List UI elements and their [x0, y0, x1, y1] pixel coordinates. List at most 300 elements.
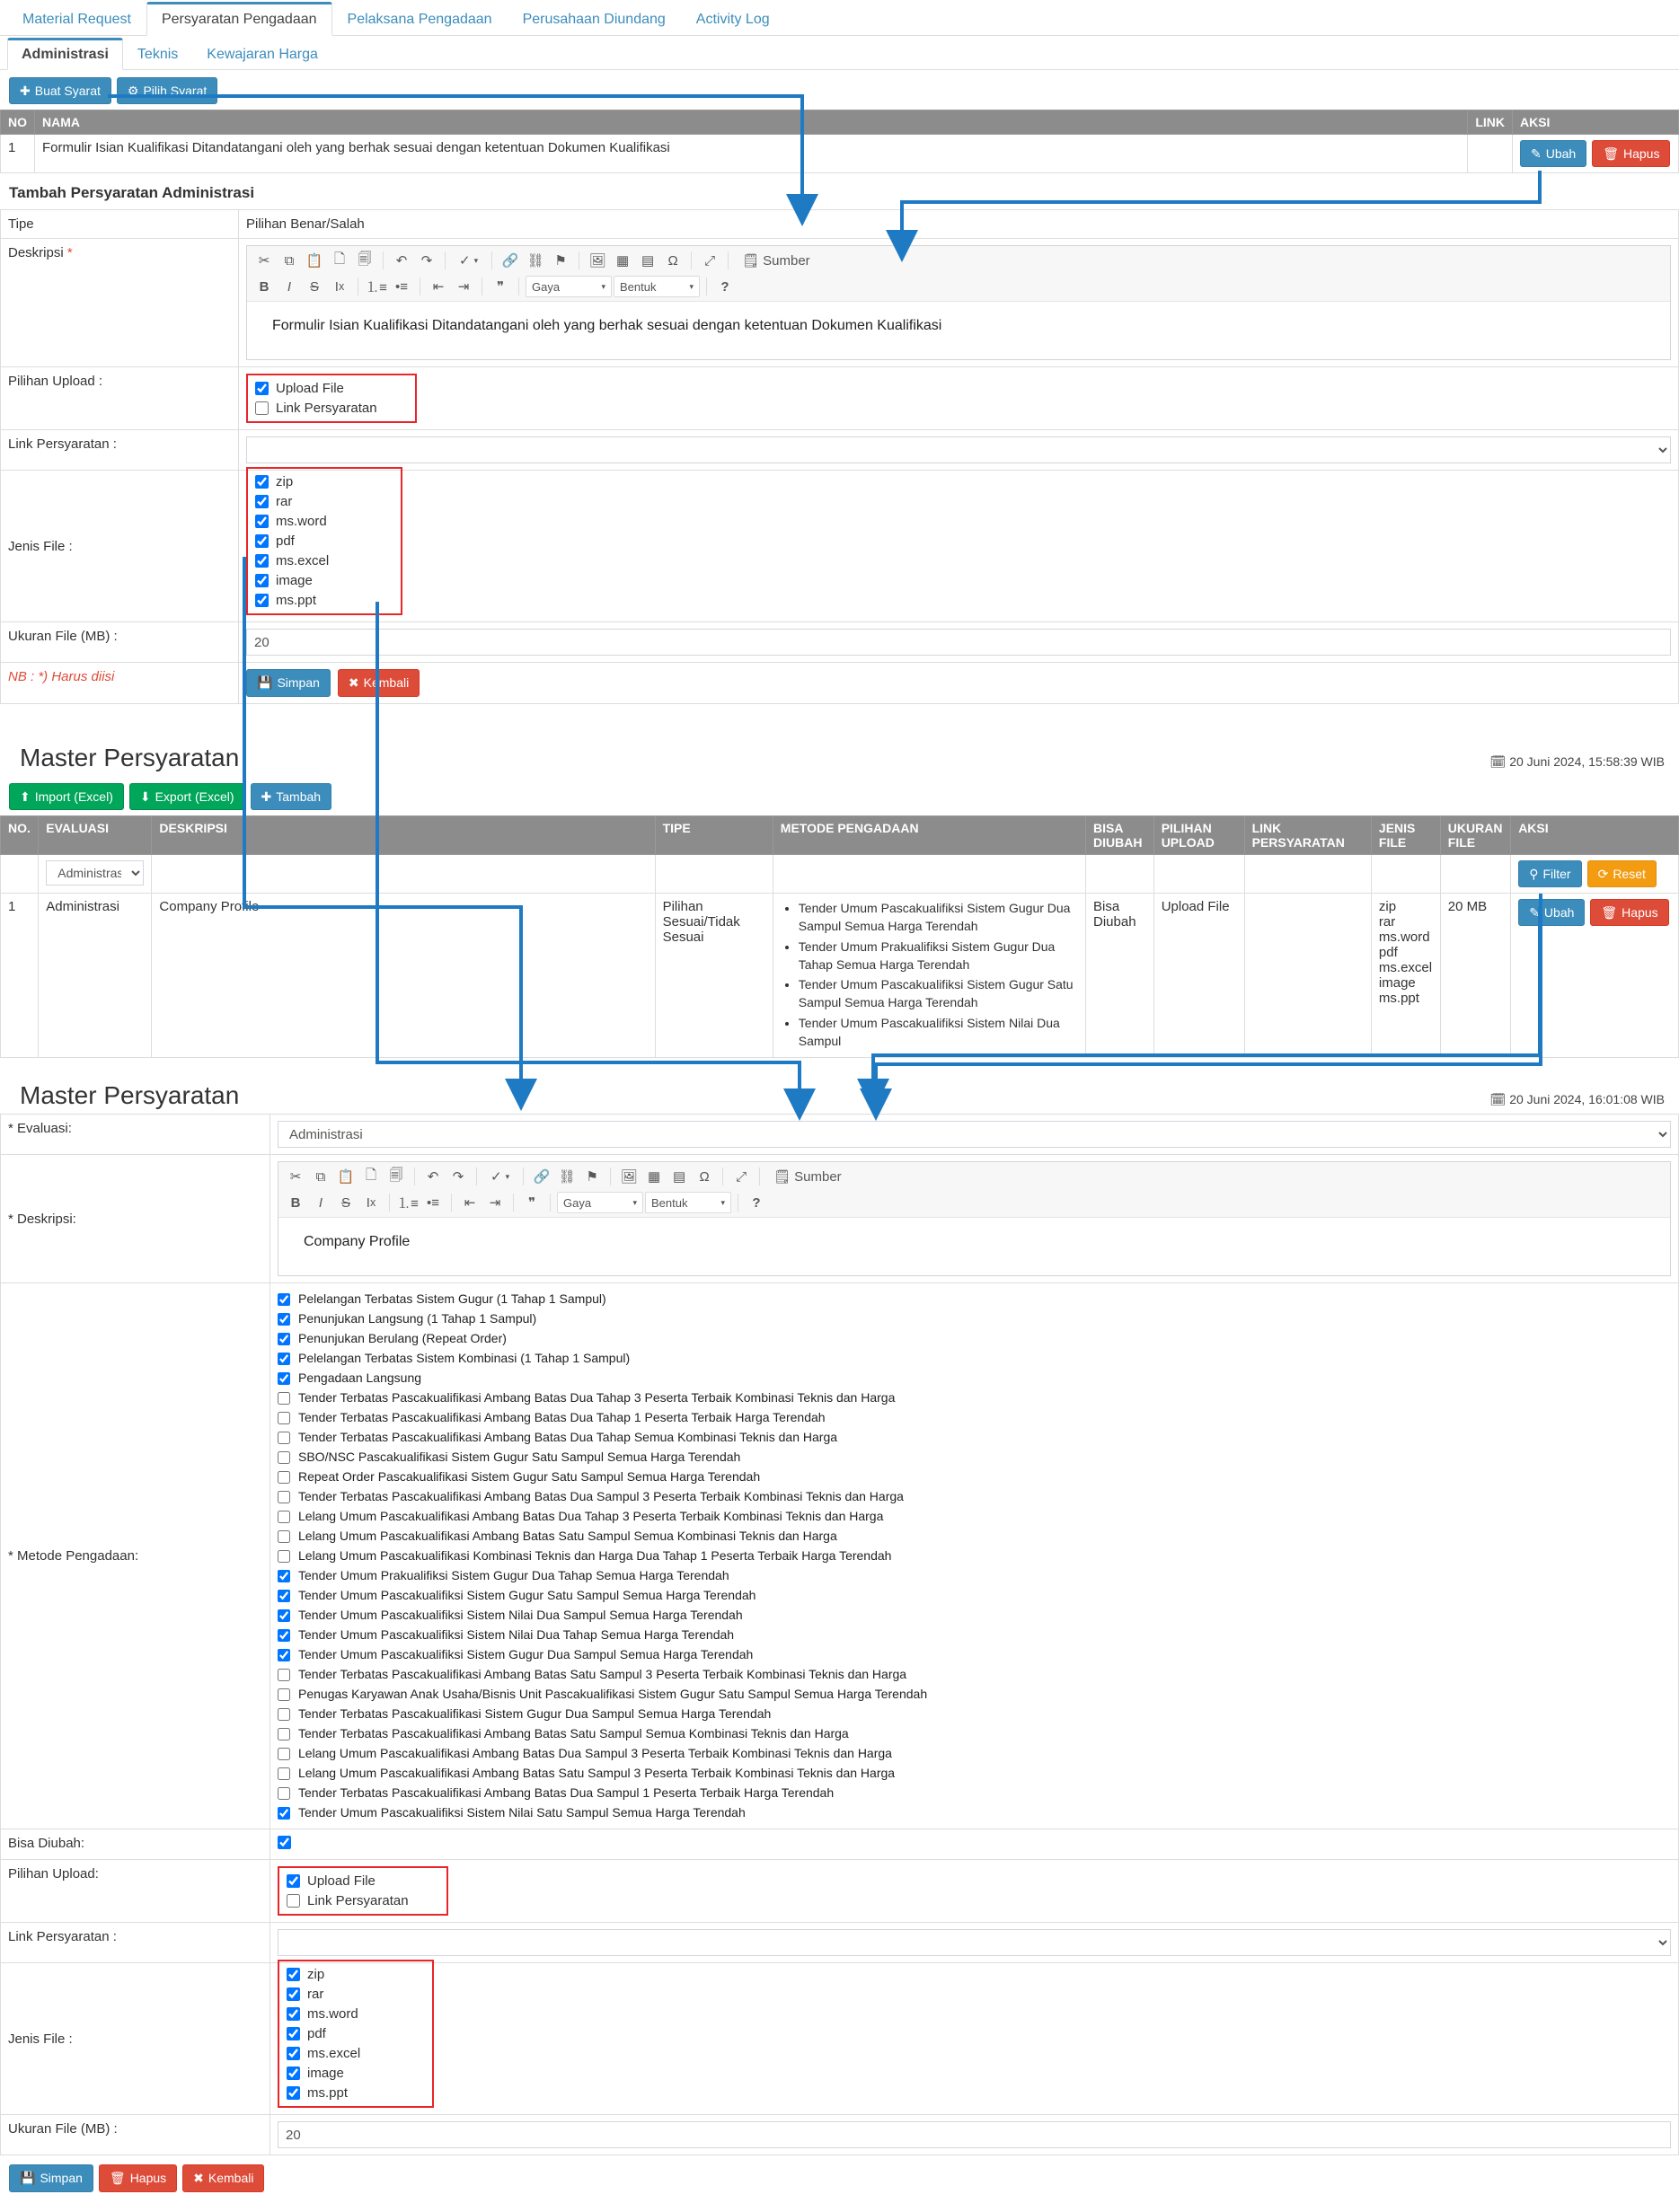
- master-persyaratan-table: [0, 815, 1679, 1059]
- bisa-diubah-checkbox[interactable]: [278, 1836, 291, 1849]
- hapus-label: Hapus: [1622, 146, 1660, 162]
- editor-toolbar-row2: [284, 1189, 1665, 1213]
- col-aksi: AKSI: [1513, 110, 1679, 135]
- metode-option[interactable]: [278, 1764, 1671, 1783]
- undo-icon[interactable]: ↶: [395, 253, 408, 269]
- label-pilihan-upload-2: Pilihan Upload:: [1, 1860, 270, 1923]
- jenis-file-msexcel[interactable]: [287, 2046, 360, 2061]
- maximize-icon[interactable]: ⤢: [736, 1168, 747, 1185]
- metode-option[interactable]: [278, 1527, 1671, 1546]
- jenis-file-image[interactable]: [287, 2066, 360, 2081]
- remove-format-icon[interactable]: I x: [366, 1194, 376, 1211]
- paste-text-icon[interactable]: 🗋: [365, 1167, 377, 1183]
- metode-option-checkbox[interactable]: [278, 1491, 290, 1503]
- paste-word-icon[interactable]: 🗐: [389, 1167, 403, 1183]
- msexcel-checkbox[interactable]: [255, 554, 269, 568]
- filter-tipe: [655, 854, 773, 893]
- jenis-file-msppt[interactable]: [287, 2085, 360, 2101]
- copy-icon[interactable]: ⧉: [315, 1168, 326, 1185]
- metode-option[interactable]: [278, 1309, 1671, 1328]
- link-persyaratan-checkbox[interactable]: [255, 401, 269, 415]
- chevron-down-icon: ▾: [632, 1197, 637, 1207]
- spacer-3: [0, 2198, 1679, 2212]
- jenis-file-5: image: [1378, 974, 1416, 991]
- image-icon[interactable]: 🖼: [620, 1169, 638, 1185]
- master-title-1: Master Persyaratan: [20, 743, 240, 771]
- ubah-button[interactable]: [1520, 140, 1586, 167]
- hapus-button-2[interactable]: [99, 2164, 177, 2191]
- master-timestamp-1-text: 20 Juni 2024, 15:58:39 WIB: [1509, 753, 1665, 769]
- image-checkbox[interactable]: [287, 2067, 300, 2080]
- source-icon: 🗒: [773, 1169, 791, 1185]
- editor-toolbar-1: [247, 246, 1670, 302]
- paste-text-icon[interactable]: 🗋: [333, 251, 346, 267]
- metode-option-label: Tender Umum Pascakualifiksi Sistem Gugur Dua Sampul Semua Harga Terendah: [298, 1647, 754, 1662]
- label-jenis-file: Jenis File :: [1, 471, 239, 622]
- calendar-icon: 🗓: [1489, 1092, 1507, 1107]
- value-tipe: Pilihan Benar/Salah: [239, 210, 1679, 239]
- metode-option[interactable]: [278, 1566, 1671, 1585]
- pilih-syarat-label: Pilih Syarat: [143, 84, 208, 98]
- anchor-icon[interactable]: ⚑: [586, 1169, 598, 1185]
- label-bisa-diubah: Bisa Diubah:: [1, 1829, 270, 1860]
- label-evaluasi: * Evaluasi:: [1, 1115, 270, 1155]
- metode-option-label: Lelang Umum Pascakualifikasi Ambang Batas Dua Sampul 3 Peserta Terbaik Kombinasi Teknis dan Harga: [298, 1746, 892, 1761]
- col-pilihan-upload: PILIHAN UPLOAD: [1153, 815, 1244, 854]
- metode-option-checkbox[interactable]: [278, 1767, 290, 1780]
- paste-word-icon[interactable]: 🗐: [358, 251, 372, 267]
- horizontal-rule-icon[interactable]: ▤: [673, 1169, 686, 1185]
- separator: [513, 1194, 514, 1212]
- pilihan-upload-highlight-2: [278, 1866, 448, 1916]
- rich-text-editor-1[interactable]: [246, 245, 1671, 360]
- metode-option[interactable]: [278, 1467, 1671, 1486]
- metode-option[interactable]: [278, 1507, 1671, 1526]
- metode-option-label: Pengadaan Langsung: [298, 1370, 422, 1386]
- metode-option-checkbox[interactable]: [278, 1590, 290, 1602]
- tambah-persyaratan-title: Tambah Persyaratan Administrasi: [9, 184, 255, 202]
- jenis-file-highlight-2: [278, 1960, 434, 2108]
- gaya-label: Gaya: [532, 279, 561, 294]
- metode-option-checkbox[interactable]: [278, 1511, 290, 1523]
- jenis-file-pdf[interactable]: [255, 533, 329, 549]
- jenis-file-rar[interactable]: [255, 494, 329, 509]
- tab-persyaratan-pengadaan[interactable]: Persyaratan Pengadaan: [146, 2, 332, 36]
- metode-option-checkbox[interactable]: [278, 1570, 290, 1582]
- save-icon: 💾: [20, 2171, 36, 2186]
- metode-option[interactable]: [278, 1744, 1671, 1763]
- undo-icon[interactable]: ↶: [427, 1169, 439, 1185]
- metode-list: [781, 899, 1078, 1052]
- metode-option-checkbox[interactable]: [278, 1649, 290, 1661]
- jenis-file-msexcel[interactable]: [255, 553, 329, 568]
- jenis-file-msword[interactable]: [255, 514, 329, 529]
- metode-option[interactable]: [278, 1329, 1671, 1348]
- evaluasi-filter-select[interactable]: [46, 860, 144, 886]
- editor-content-2[interactable]: Company Profile: [304, 1234, 411, 1250]
- msppt-label: ms.ppt: [307, 2085, 349, 2102]
- source-button[interactable]: [735, 250, 817, 271]
- strikethrough-icon[interactable]: S: [340, 1194, 350, 1211]
- outdent-icon[interactable]: ⇤: [432, 279, 445, 295]
- upload-icon: ⬆: [20, 789, 31, 804]
- table-header-row: [1, 815, 1679, 854]
- blockquote-icon[interactable]: ❞: [527, 1195, 536, 1212]
- blockquote-icon[interactable]: ❞: [496, 279, 505, 295]
- chevron-down-icon: ▾: [689, 281, 694, 291]
- cut-icon[interactable]: ✂: [289, 1169, 302, 1185]
- simpan-label-2: Simpan: [40, 2171, 83, 2186]
- metode-option-label: Penunjukan Berulang (Repeat Order): [298, 1331, 507, 1346]
- cell-jenis-file-2: [270, 1963, 1679, 2115]
- ubah-label: Ubah: [1545, 146, 1577, 162]
- metode-option-checkbox[interactable]: [278, 1787, 290, 1800]
- metode-option[interactable]: [278, 1784, 1671, 1802]
- metode-option-label: SBO/NSC Pascakualifikasi Sistem Gugur Satu Sampul Semua Harga Terendah: [298, 1450, 741, 1465]
- metode-option-checkbox[interactable]: [278, 1530, 290, 1543]
- metode-option-checkbox[interactable]: [278, 1471, 290, 1484]
- kembali-button-2[interactable]: [182, 2164, 264, 2191]
- metode-option-label: Tender Terbatas Pascakualifikasi Ambang Batas Dua Tahap Semua Kombinasi Teknis dan Harga: [298, 1430, 838, 1445]
- jenis-file-rar[interactable]: [287, 1987, 360, 2002]
- rar-checkbox[interactable]: [287, 1987, 300, 2001]
- metode-option-label: Tender Umum Pascakualifiksi Sistem Nilai Satu Sampul Semua Harga Terendah: [298, 1805, 746, 1820]
- link-persyaratan-checkbox[interactable]: [287, 1894, 300, 1908]
- metode-option[interactable]: [278, 1606, 1671, 1625]
- filter-ukuran-file: [1440, 854, 1510, 893]
- spellcheck-icon[interactable]: ✓ ▾: [490, 1169, 510, 1185]
- copy-icon[interactable]: ⧉: [284, 252, 295, 269]
- option-upload-file[interactable]: [255, 381, 377, 396]
- redo-icon[interactable]: ↷: [452, 1169, 464, 1185]
- rar-label: rar: [276, 494, 293, 510]
- bentuk-select[interactable]: [645, 1192, 731, 1213]
- cut-icon[interactable]: ✂: [258, 253, 270, 269]
- zip-checkbox[interactable]: [287, 1968, 300, 1981]
- pdf-checkbox[interactable]: [255, 534, 269, 548]
- zip-checkbox[interactable]: [255, 475, 269, 489]
- cell-metode: [773, 893, 1085, 1057]
- tab-perusahaan-diundang[interactable]: Perusahaan Diundang: [522, 12, 666, 27]
- kembali-label: Kembali: [363, 675, 410, 691]
- msppt-checkbox[interactable]: [255, 594, 269, 607]
- separator: [722, 1168, 723, 1185]
- option-link-persyaratan[interactable]: [287, 1893, 409, 1908]
- filter-no: [1, 854, 39, 893]
- metode-option[interactable]: [278, 1290, 1671, 1309]
- help-icon[interactable]: ?: [720, 278, 729, 295]
- metode-option-checkbox[interactable]: [278, 1669, 290, 1681]
- image-icon[interactable]: 🖼: [588, 253, 606, 269]
- metode-option[interactable]: [278, 1408, 1671, 1427]
- editor-content-1[interactable]: Formulir Isian Kualifikasi Ditandatangani oleh yang berhak sesuai dengan ketentuan Dokumen Kualifikasi: [272, 318, 942, 334]
- metode-option[interactable]: [278, 1487, 1671, 1506]
- metode-option-label: Lelang Umum Pascakualifikasi Ambang Batas Satu Sampul 3 Peserta Terbaik Kombinasi Teknis dan Harga: [298, 1766, 896, 1781]
- metode-option-checkbox[interactable]: [278, 1353, 290, 1365]
- metode-option[interactable]: [278, 1428, 1671, 1447]
- separator: [383, 251, 384, 269]
- chevron-down-icon: ▾: [601, 281, 605, 291]
- bulleted-list-icon[interactable]: •≡: [426, 1194, 439, 1211]
- cell-no: 1: [1, 893, 39, 1057]
- indent-icon[interactable]: ⇥: [457, 279, 470, 295]
- metode-option-label: Pelelangan Terbatas Sistem Kombinasi (1 Tahap 1 Sampul): [298, 1351, 631, 1366]
- tab-teknis[interactable]: Teknis: [137, 47, 179, 62]
- msword-checkbox[interactable]: [255, 515, 269, 528]
- metode-option-checkbox[interactable]: [278, 1451, 290, 1464]
- kembali-button[interactable]: [338, 669, 420, 696]
- export-excel-button[interactable]: [129, 783, 245, 810]
- separator: [518, 278, 519, 295]
- filter-button[interactable]: [1518, 860, 1581, 887]
- pdf-checkbox[interactable]: [287, 2027, 300, 2040]
- indent-icon[interactable]: ⇥: [489, 1195, 501, 1212]
- pilih-syarat-button[interactable]: [117, 77, 217, 104]
- table-icon[interactable]: ▦: [648, 1169, 661, 1185]
- ukuran-file-input-2[interactable]: [278, 2121, 1671, 2148]
- metode-option-checkbox[interactable]: [278, 1688, 290, 1701]
- jenis-file-highlight: [246, 467, 402, 615]
- image-checkbox[interactable]: [255, 574, 269, 587]
- import-excel-button[interactable]: [9, 783, 124, 810]
- metode-option[interactable]: [278, 1448, 1671, 1467]
- row-metode-pengadaan: [1, 1283, 1679, 1829]
- metode-option-checkbox[interactable]: [278, 1629, 290, 1642]
- separator: [691, 251, 692, 269]
- zip-label: zip: [276, 474, 294, 490]
- rar-checkbox[interactable]: [255, 495, 269, 508]
- master-timestamp-2-text: 20 Juni 2024, 16:01:08 WIB: [1509, 1092, 1665, 1107]
- simpan-label: Simpan: [277, 675, 320, 691]
- label-deskripsi-text: Deskripsi: [8, 245, 64, 261]
- italic-icon[interactable]: I: [287, 278, 292, 295]
- upload-file-checkbox[interactable]: [255, 382, 269, 395]
- jenis-file-pdf[interactable]: [287, 2026, 360, 2041]
- option-link-persyaratan[interactable]: [255, 401, 377, 416]
- metode-option-checkbox[interactable]: [278, 1708, 290, 1721]
- master-toolbar-1: [0, 776, 1679, 815]
- ukuran-file-input[interactable]: [246, 629, 1671, 656]
- spellcheck-icon[interactable]: ✓ ▾: [459, 253, 479, 269]
- metode-option[interactable]: [278, 1685, 1671, 1704]
- cell-link: [1468, 135, 1513, 173]
- source-button[interactable]: [766, 1166, 849, 1187]
- image-label: image: [276, 573, 313, 589]
- simpan-button-2[interactable]: [9, 2164, 93, 2191]
- jenis-file-msppt[interactable]: [255, 593, 329, 608]
- close-icon: ✖: [193, 2171, 204, 2186]
- required-marker: *: [66, 245, 73, 261]
- numbered-list-icon[interactable]: ⒈≡: [366, 279, 387, 295]
- italic-icon[interactable]: I: [318, 1194, 323, 1211]
- metode-option-checkbox[interactable]: [278, 1412, 290, 1424]
- row-deskripsi: [1, 239, 1679, 367]
- pdf-label: pdf: [276, 533, 295, 550]
- cell-deskripsi: Company Profile: [152, 893, 655, 1057]
- cell-aksi: [1511, 893, 1679, 1057]
- col-aksi: AKSI: [1511, 815, 1679, 854]
- metode-option-checkbox[interactable]: [278, 1432, 290, 1444]
- msword-label: ms.word: [276, 514, 327, 530]
- numbered-list-icon[interactable]: ⒈≡: [397, 1195, 419, 1212]
- strikethrough-icon[interactable]: S: [309, 278, 319, 295]
- master-persyaratan-header-1: [0, 740, 1679, 776]
- col-no: NO: [1, 110, 35, 135]
- label-link-persyaratan: Link Persyaratan :: [1, 430, 239, 471]
- metode-option-checkbox[interactable]: [278, 1293, 290, 1306]
- unlink-icon[interactable]: ⛓: [558, 1169, 576, 1185]
- row-jenis-file-2: [1, 1963, 1679, 2115]
- cell-editor-2: [270, 1155, 1679, 1283]
- reset-button[interactable]: [1587, 860, 1657, 887]
- buat-syarat-label: Buat Syarat: [34, 84, 101, 98]
- col-deskripsi: DESKRIPSI: [152, 815, 655, 854]
- row-link-persyaratan: [1, 430, 1679, 471]
- cell-evaluasi: Administrasi: [39, 893, 152, 1057]
- tab-material-request[interactable]: Material Request: [22, 12, 131, 27]
- hapus-label: Hapus: [1622, 904, 1658, 920]
- table-header-row: [1, 110, 1679, 135]
- msexcel-label: ms.excel: [307, 2046, 361, 2062]
- metode-option[interactable]: [278, 1705, 1671, 1723]
- link-icon[interactable]: 🔗: [501, 253, 519, 269]
- simpan-button[interactable]: [246, 669, 331, 696]
- maximize-icon[interactable]: ⤢: [704, 252, 716, 269]
- msppt-checkbox[interactable]: [287, 2086, 300, 2100]
- upload-file-checkbox[interactable]: [287, 1874, 300, 1888]
- row-evaluasi: [1, 1115, 1679, 1155]
- link-persyaratan-option-label: Link Persyaratan: [307, 1893, 409, 1909]
- tab-administrasi[interactable]: Administrasi: [7, 38, 123, 70]
- metode-option[interactable]: [278, 1803, 1671, 1822]
- tambah-button[interactable]: [251, 783, 332, 810]
- link-persyaratan-select-2[interactable]: [278, 1929, 1671, 1956]
- outdent-icon[interactable]: ⇤: [464, 1195, 476, 1212]
- col-link: LINK: [1468, 110, 1513, 135]
- unlink-icon[interactable]: ⛓: [526, 253, 544, 269]
- option-upload-file[interactable]: [287, 1873, 409, 1889]
- gaya-select[interactable]: [557, 1192, 643, 1213]
- metode-option-checkbox[interactable]: [278, 1748, 290, 1760]
- metode-option-checkbox[interactable]: [278, 1609, 290, 1622]
- table-icon[interactable]: ▦: [616, 253, 630, 269]
- jenis-file-msword[interactable]: [287, 2006, 360, 2022]
- msword-checkbox[interactable]: [287, 2007, 300, 2021]
- special-char-icon[interactable]: Ω: [699, 1168, 710, 1185]
- hapus-button[interactable]: [1590, 899, 1668, 926]
- link-icon[interactable]: 🔗: [533, 1169, 551, 1185]
- row-nb: [1, 663, 1679, 703]
- paste-icon[interactable]: 📋: [305, 253, 323, 269]
- metode-option-checkbox[interactable]: [278, 1392, 290, 1405]
- metode-option-checkbox[interactable]: [278, 1313, 290, 1326]
- special-char-icon[interactable]: Ω: [667, 252, 678, 269]
- remove-format-icon[interactable]: I x: [334, 278, 345, 295]
- trash-icon: 🗑: [1603, 146, 1619, 162]
- metode-option-checkbox[interactable]: [278, 1807, 290, 1820]
- jenis-file-1: rar: [1378, 913, 1396, 930]
- cell-link-persyaratan-2: [270, 1923, 1679, 1963]
- bold-icon[interactable]: B: [290, 1194, 301, 1211]
- tambah-label: Tambah: [276, 789, 322, 804]
- metode-option-checkbox[interactable]: [278, 1333, 290, 1345]
- evaluasi-select[interactable]: [278, 1121, 1671, 1148]
- metode-option[interactable]: [278, 1665, 1671, 1684]
- metode-option[interactable]: [278, 1388, 1671, 1407]
- col-evaluasi: EVALUASI: [39, 815, 152, 854]
- link-persyaratan-select[interactable]: [246, 436, 1671, 463]
- refresh-icon: ⟳: [1597, 866, 1609, 881]
- metode-option[interactable]: [278, 1547, 1671, 1565]
- pilihan-upload-highlight: [246, 374, 417, 423]
- tambah-persyaratan-form: [0, 209, 1679, 703]
- master-timestamp-1: [1490, 740, 1679, 770]
- metode-option-checkbox[interactable]: [278, 1728, 290, 1741]
- metode-option-checkbox[interactable]: [278, 1372, 290, 1385]
- redo-icon[interactable]: ↷: [420, 253, 433, 269]
- paste-icon[interactable]: 📋: [337, 1169, 355, 1185]
- metode-item: • Tender Umum Pascakualifiksi Sistem Gugur Satu Sampul Semua Harga Terendah: [799, 975, 1078, 1014]
- msexcel-checkbox[interactable]: [287, 2047, 300, 2060]
- metode-option[interactable]: [278, 1626, 1671, 1644]
- metode-option-label: Pelelangan Terbatas Sistem Gugur (1 Tahap 1 Sampul): [298, 1291, 606, 1307]
- metode-option[interactable]: [278, 1369, 1671, 1388]
- upload-file-label: Upload File: [307, 1873, 376, 1890]
- anchor-icon[interactable]: ⚑: [554, 253, 567, 269]
- label-ukuran-file-2: Ukuran File (MB) :: [1, 2115, 270, 2155]
- jenis-file-zip[interactable]: [255, 474, 329, 489]
- filter-jenis-file: [1371, 854, 1440, 893]
- metode-option[interactable]: [278, 1645, 1671, 1664]
- tab-kewajaran-harga[interactable]: Kewajaran Harga: [207, 47, 318, 62]
- col-bisa-diubah: BISA DIUBAH: [1086, 815, 1154, 854]
- cell-form-actions: [239, 663, 1679, 703]
- bulleted-list-icon[interactable]: •≡: [394, 278, 408, 295]
- tab-activity-log[interactable]: Activity Log: [695, 12, 770, 27]
- metode-option[interactable]: [278, 1724, 1671, 1743]
- filter-label: Filter: [1542, 866, 1571, 881]
- filter-metode: [773, 854, 1085, 893]
- hapus-label-2: Hapus: [129, 2171, 167, 2186]
- buat-syarat-button[interactable]: [9, 77, 111, 104]
- bentuk-select[interactable]: [614, 276, 700, 297]
- metode-option-checkbox[interactable]: [278, 1550, 290, 1563]
- kembali-label-2: Kembali: [208, 2171, 254, 2186]
- metode-option[interactable]: [278, 1586, 1671, 1605]
- help-icon[interactable]: ?: [752, 1194, 761, 1211]
- metode-option-label: Tender Terbatas Pascakualifikasi Ambang Batas Satu Sampul 3 Peserta Terbaik Kombinasi Teknis dan Harga: [298, 1667, 907, 1682]
- jenis-file-zip[interactable]: [287, 1967, 360, 1982]
- metode-item: • Tender Umum Prakualifiksi Sistem Gugur Dua Tahap Semua Harga Terendah: [799, 938, 1078, 976]
- bold-icon[interactable]: B: [259, 278, 270, 295]
- rich-text-editor-2[interactable]: [278, 1161, 1671, 1276]
- filter-link-persyaratan: [1244, 854, 1371, 893]
- sub-tab-bar: [0, 36, 1679, 70]
- row-pilihan-upload-2: [1, 1860, 1679, 1923]
- metode-option[interactable]: [278, 1349, 1671, 1368]
- horizontal-rule-icon[interactable]: ▤: [641, 253, 655, 269]
- row-tipe: [1, 210, 1679, 239]
- metode-item: • Tender Umum Pascakualifiksi Sistem Nilai Dua Sampul: [799, 1014, 1078, 1053]
- tab-pelaksana-pengadaan[interactable]: Pelaksana Pengadaan: [347, 12, 492, 27]
- pilihan-upload-options-2: [287, 1873, 409, 1908]
- hapus-button[interactable]: [1592, 140, 1670, 167]
- jenis-file-image[interactable]: [255, 573, 329, 588]
- ubah-button[interactable]: [1518, 899, 1585, 926]
- gaya-select[interactable]: [526, 276, 612, 297]
- metode-option-label: Tender Terbatas Pascakualifikasi Ambang Batas Dua Sampul 1 Peserta Terbaik Harga Terendah: [298, 1785, 835, 1801]
- label-tipe: Tipe: [1, 210, 239, 239]
